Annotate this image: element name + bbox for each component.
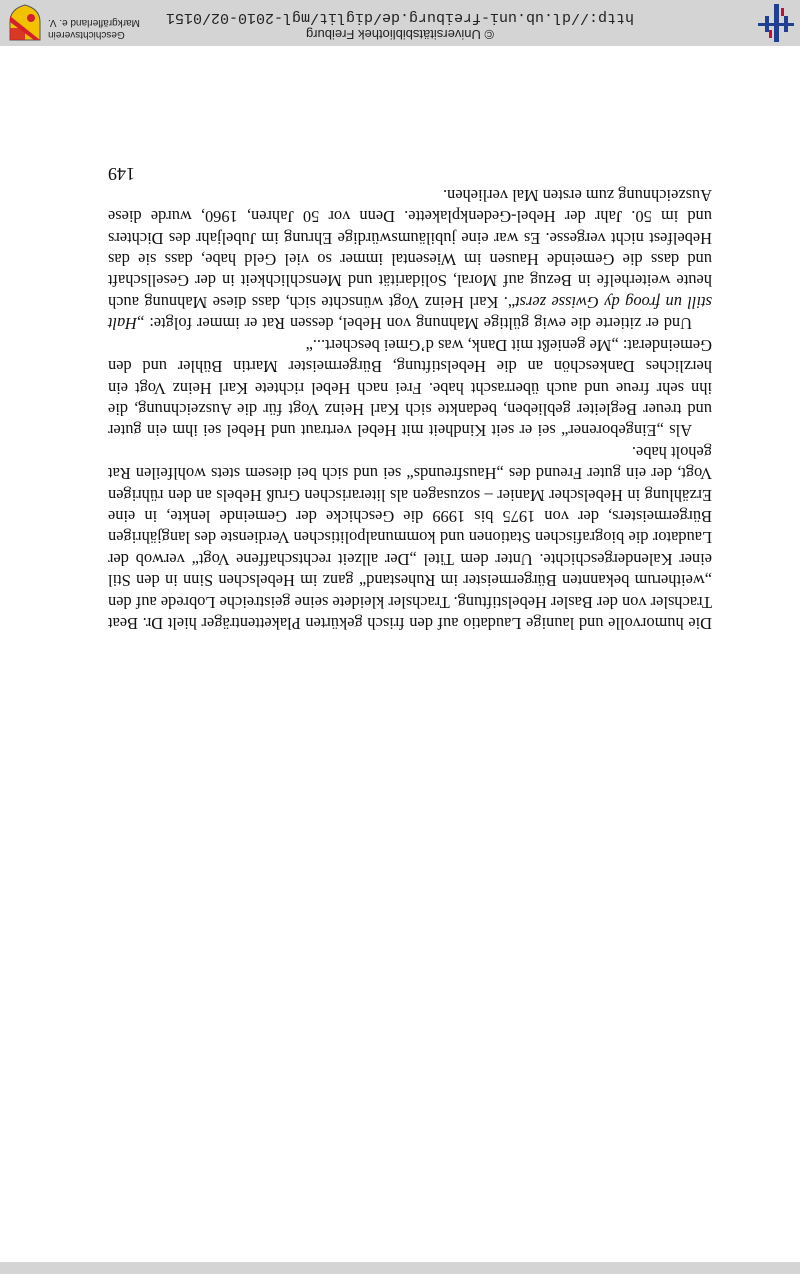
top-strip [0, 1262, 800, 1274]
page-number: 149 [108, 164, 135, 184]
society-name: Geschichtsverein Markgräflerland e. V. [48, 17, 140, 40]
coat-of-arms-icon [8, 4, 42, 42]
copyright-notice: © Universitätsbibliothek Freiburg [305, 27, 495, 42]
document-url[interactable]: http://dl.ub.uni-freiburg.de/diglit/mgl-2010-02/0151 [165, 9, 635, 26]
article-text [108, 184, 712, 634]
footer-bar [0, 0, 800, 46]
paragraph: Die humorvolle und launige Laudatio auf den frisch gekürten Plakettenträger hielt Dr. Beat Trachsler von der Basler Hebelstiftung. Trachsler kleidete seine geistreiche Lobrede auf den „weitherum bekannten Bürgermeister im Ruhestand“ ganz im Hebelschen Sinn in den Stil einer Kalendergeschichte. Unter dem Titel „Der allzeit rechtschaffene Vogt“ verwob der Laudator die biografischen Stationen und kommunalpolitischen Verdienste des langjährigen Bürgermeisters, der von 1975 bis 1999 die Geschicke der Gemeinde lenkte, in eine Erzählung in Hebelscher Manier – sozusagen als literarischen Gruß Hebels an den rührigen Vogt, der ein guter Freund des „Hausfreunds“ sei und sich bei diesem stets wohlfeilen Rat geholt habe. [108, 442, 712, 633]
paragraph: Als „Eingeborener“ sei er seit Kindheit mit Hebel vertraut und Hebel sei ihm ein guter und treuer Begleiter geblieben, bedankte sich Karl Heinz Vogt für die Auszeichnung, die ihn sehr freue und auch überrascht habe. Frei nach Hebel richtete Karl Heinz Vogt ein herzliches Dankeschön an die Hebelstiftung, Bürgermeister Martin Bühler und den Gemeinderat: „Me genießt mit Dank, was d’Gmei beschert...“ [108, 335, 712, 441]
paragraph: Und er zitierte die ewig gültige Mahnung von Hebel, dessen Rat er immer folgte: „Halt still un froog dy Gwisse zerst“. Karl Heinz Vogt wünschte sich, dass diese Mahnung auch heute weiterhelfe in Bezug auf Moral, Solidarität und Menschlichkeit in der Gesellschaft und dass die Gemeinde Hausen im Wiesental immer so viel Geld habe, dass sie das Hebelfest nicht vergesse. Es war eine jubiläumswürdige Ehrung im Jubeljahr des Dichters und im 50. Jahr der Hebel-Gedenkplakette. Denn vor 50 Jahren, 1960, wurde diese Auszeichnung zum ersten Mal verliehen. [108, 185, 712, 334]
